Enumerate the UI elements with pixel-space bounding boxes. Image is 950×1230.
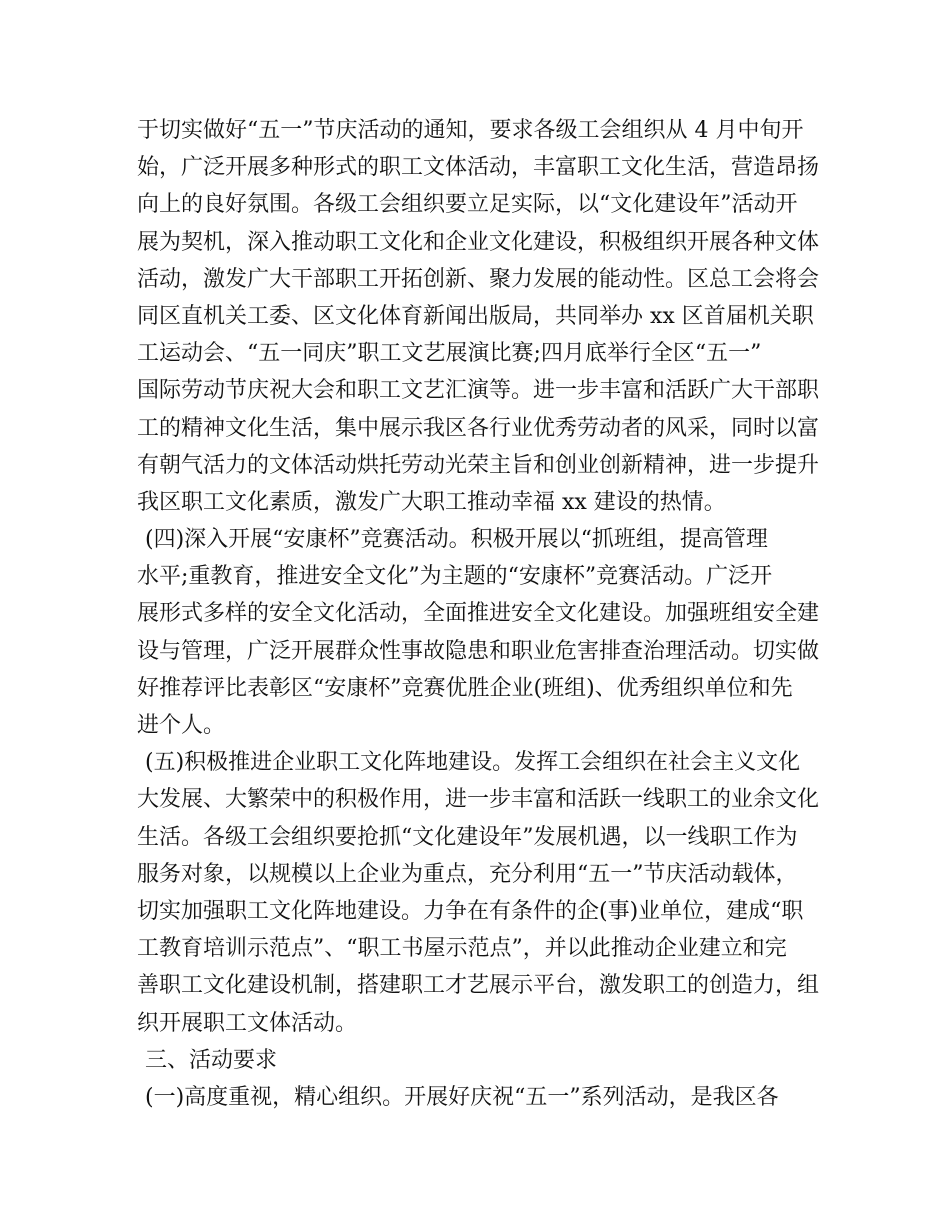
text-line: 有朝气活力的文体活动烘托劳动光荣主旨和创业创新精神，进一步提升	[137, 452, 820, 478]
text-line: 切实加强职工文化阵地建设。力争在有条件的企(事)业单位，建成“职	[137, 898, 804, 924]
text-line: 工的精神文化生活，集中展示我区各行业优秀劳动者的风采，同时以富	[137, 415, 820, 441]
document-body	[137, 112, 827, 1116]
text-line: 向上的良好氛围。各级工会组织要立足实际，以“文化建设年”活动开	[137, 192, 798, 218]
text-line: 服务对象，以规模以上企业为重点，充分利用“五一”节庆活动载体，	[137, 861, 798, 887]
text-line: 进个人。	[137, 713, 226, 738]
text-line: 于切实做好“五一”节庆活动的通知，要求各级工会组织从 4 月中旬开	[137, 118, 804, 143]
text-line: 好推荐评比表彰区“安康杯”竞赛优胜企业(班组)、优秀组织单位和先	[137, 675, 793, 701]
text-line: 国际劳动节庆祝大会和职工文艺汇演等。进一步丰富和活跃广大干部职	[137, 378, 820, 404]
text-line: 设与管理，广泛开展群众性事故隐患和职业危害排查治理活动。切实做	[137, 638, 820, 664]
section-heading-4: (四)深入开展“安康杯”竞赛活动。积极开展以“抓班组，提高管理	[145, 527, 768, 553]
text-line: 活动，激发广大干部职工开拓创新、聚力发展的能动性。区总工会将会	[137, 266, 820, 292]
text-line: 大发展、大繁荣中的积极作用，进一步丰富和活跃一线职工的业余文化	[137, 787, 820, 813]
text-line: 始，广泛开展多种形式的职工文体活动，丰富职工文化生活，营造昂扬	[137, 155, 820, 181]
text-line: 展形式多样的安全文化活动，全面推进安全文化建设。加强班组安全建	[137, 601, 820, 627]
text-line: 工教育培训示范点”、“职工书屋示范点”，并以此推动企业建立和完	[137, 936, 787, 962]
text-line: 同区直机关工委、区文化体育新闻出版局，共同举办 xx 区首届机关职	[137, 303, 814, 329]
text-line: 织开展职工文体活动。	[137, 1010, 358, 1036]
section-heading-5: (五)积极推进企业职工文化阵地建设。发挥工会组织在社会主义文化	[145, 750, 801, 776]
text-line: 水平;重教育，推进安全文化”为主题的“安康杯”竞赛活动。广泛开	[137, 564, 773, 590]
text-line: 工运动会、“五一同庆”职工文艺展演比赛;四月底举行全区“五一”	[137, 341, 762, 367]
text-line: 我区职工文化素质，激发广大职工推动幸福 xx 建设的热情。	[137, 489, 726, 515]
text-line: 善职工文化建设机制，搭建职工才艺展示平台，激发职工的创造力，组	[137, 973, 820, 999]
text-line: 生活。各级工会组织要抢抓“文化建设年”发展机遇，以一线职工作为	[137, 824, 798, 850]
section-heading-three: 三、活动要求	[145, 1047, 278, 1073]
section-heading-1: (一)高度重视，精心组织。开展好庆祝“五一”系列活动，是我区各	[145, 1084, 779, 1110]
text-line: 展为契机，深入推动职工文化和企业文化建设，积极组织开展各种文体	[137, 229, 820, 255]
